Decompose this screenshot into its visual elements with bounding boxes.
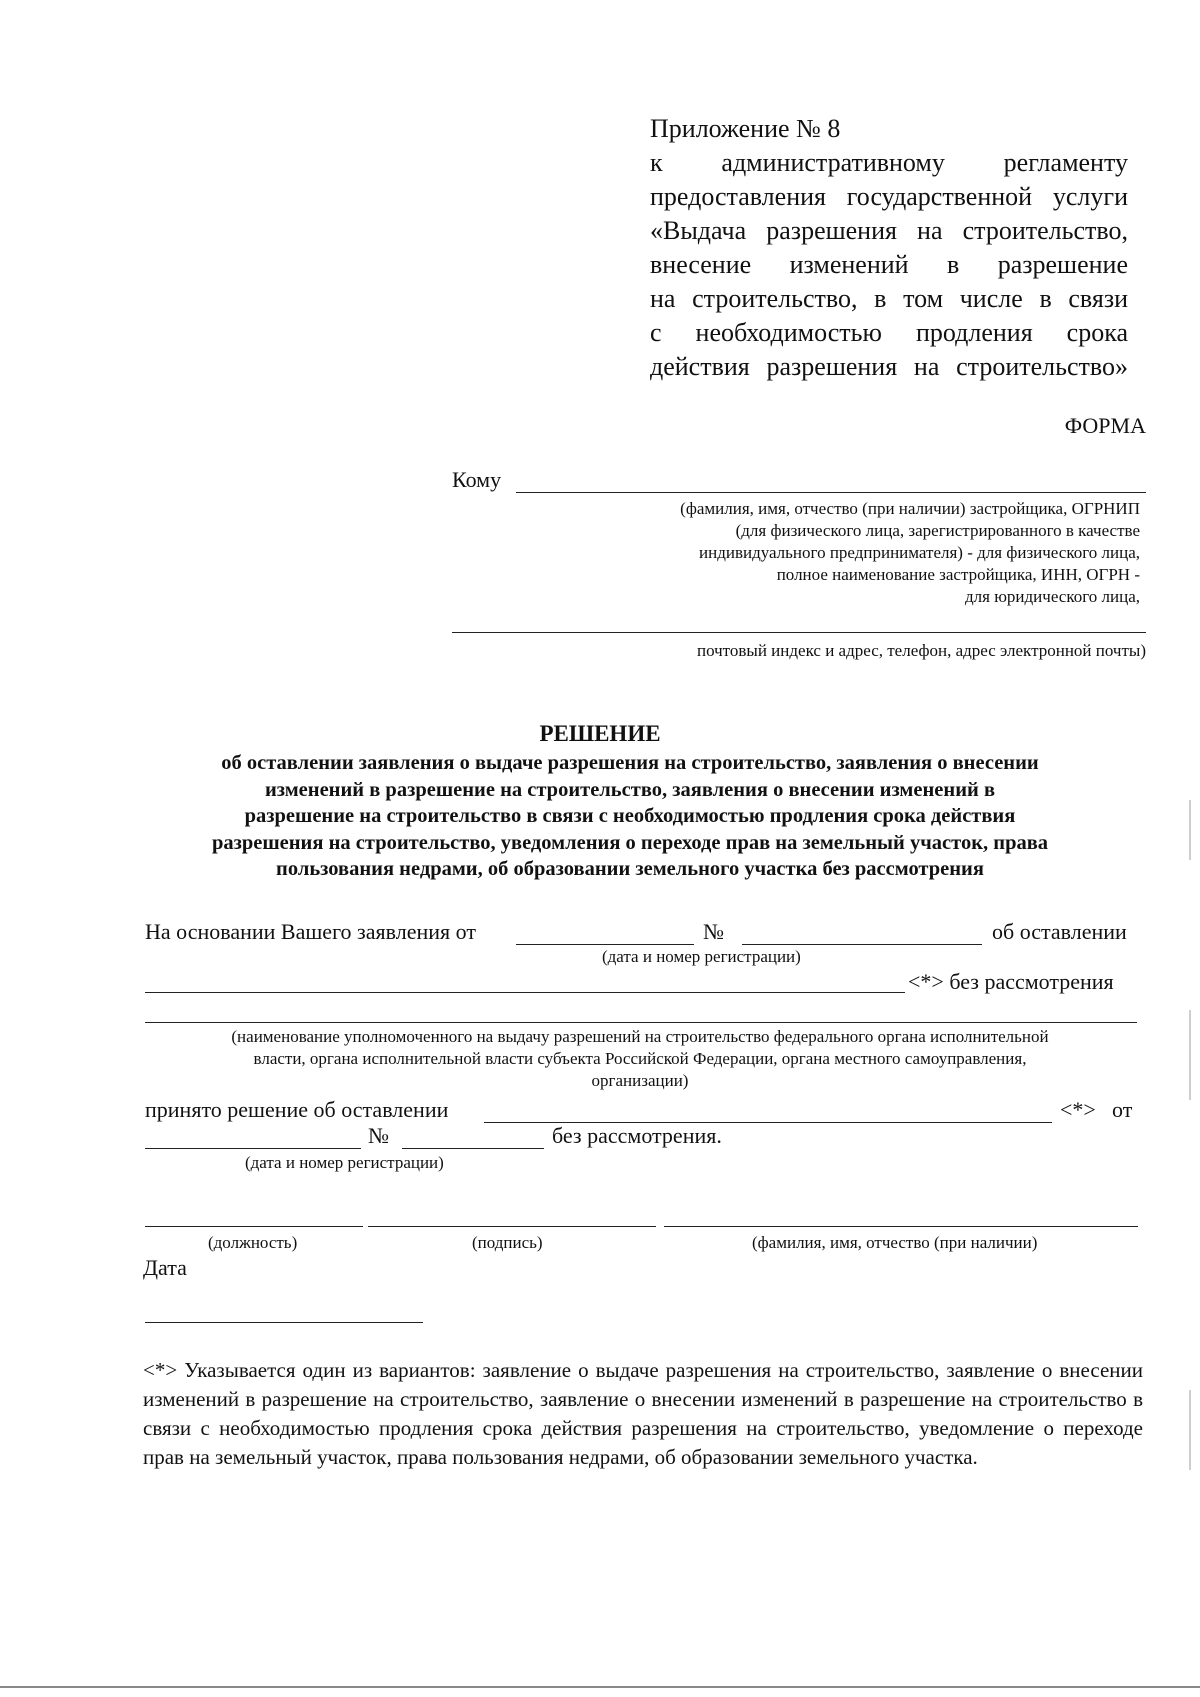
- recipient-field[interactable]: [516, 492, 1146, 493]
- leave-word: об оставлении: [992, 919, 1127, 944]
- decision-taken-text: принято решение об оставлении: [145, 1097, 449, 1122]
- form-label: ФОРМА: [1064, 413, 1146, 438]
- address-field[interactable]: [452, 632, 1146, 633]
- scan-edge-mark: [1189, 800, 1191, 860]
- position-hint: (должность): [208, 1233, 298, 1252]
- signature-hint: (подпись): [472, 1233, 543, 1252]
- date-field[interactable]: [145, 1322, 423, 1323]
- to-label: Кому: [452, 467, 502, 492]
- full-name-field[interactable]: [664, 1226, 1138, 1227]
- appendix-line-3: «Выдача разрешения на строительство,: [650, 216, 1128, 245]
- asterisk-mark: <*>: [1060, 1097, 1096, 1122]
- appendix-line-5: на строительство, в том числе в связи: [650, 284, 1128, 313]
- decision-number-field[interactable]: [402, 1148, 544, 1149]
- authority-hint-line: организации): [591, 1071, 689, 1090]
- decision-date-field[interactable]: [145, 1148, 361, 1149]
- footnote: <*> Указывается один из вариантов: заявление о выдаче разрешения на строительство, заявление о внесении изменений в разрешение на строительство, заявление о внесении изменений в разрешение на строительство в связи с необходимостью продления срока действия разрешения на строительство, уведомление о переходе прав на земельный участок, права пользования недрами, об образовании земельного участка.: [143, 1358, 1143, 1469]
- appendix-title: Приложение № 8: [650, 114, 841, 143]
- decision-subtitle: [120, 750, 1140, 883]
- date-label: Дата: [143, 1255, 187, 1280]
- appendix-line-4: внесение изменений в разрешение: [650, 250, 1128, 279]
- authority-hint: [140, 1026, 1140, 1092]
- appendix-block: [650, 112, 1128, 384]
- appendix-line-6: с необходимостью продления срока: [650, 318, 1128, 347]
- authority-hint-line: власти, органа исполнительной власти субъекта Российской Федерации, органа местного самоуправления,: [253, 1049, 1027, 1068]
- basis-text: На основании Вашего заявления от: [145, 919, 476, 944]
- scan-edge-mark: [1189, 1010, 1191, 1100]
- registration-hint-2: (дата и номер регистрации): [245, 1153, 444, 1172]
- decision-title: РЕШЕНИЕ: [539, 721, 661, 746]
- address-hint: почтовый индекс и адрес, телефон, адрес электронной почты): [696, 641, 1146, 660]
- number-sign-2: №: [368, 1123, 389, 1148]
- application-number-field[interactable]: [742, 944, 982, 945]
- scan-edge-mark: [1189, 1390, 1191, 1470]
- full-name-hint: (фамилия, имя, отчество (при наличии): [752, 1233, 1038, 1252]
- appendix-line-1: к административному регламенту: [650, 148, 1128, 177]
- without-review-text: без рассмотрения.: [552, 1123, 722, 1148]
- authority-hint-line: (наименование уполномоченного на выдачу разрешений на строительство федерального органа исполнительной: [231, 1027, 1049, 1046]
- decision-subtitle-line: разрешение на строительство в связи с необходимостью продления срока действия: [244, 805, 1016, 827]
- from-word: от: [1112, 1097, 1133, 1122]
- authority-field[interactable]: [145, 1022, 1137, 1023]
- application-type-field[interactable]: [145, 992, 905, 993]
- without-review-label: <*> без рассмотрения: [908, 969, 1114, 994]
- number-sign: №: [703, 919, 724, 944]
- application-date-field[interactable]: [516, 944, 694, 945]
- recipient-hint-line: (для физического лица, зарегистрированного в качестве: [735, 521, 1140, 540]
- decision-subtitle-line: разрешения на строительство, уведомления о переходе прав на земельный участок, права: [211, 831, 1049, 854]
- registration-hint: (дата и номер регистрации): [602, 947, 801, 966]
- recipient-hint-line: (фамилия, имя, отчество (при наличии) застройщика, ОГРНИП: [680, 499, 1140, 518]
- signature-field[interactable]: [368, 1226, 656, 1227]
- appendix-line-2: предоставления государственной услуги: [650, 182, 1128, 211]
- recipient-hint-line: полное наименование застройщика, ИНН, ОГРН -: [776, 565, 1140, 584]
- recipient-hint-line: для юридического лица,: [965, 587, 1140, 606]
- position-field[interactable]: [145, 1226, 363, 1227]
- recipient-hint: [560, 498, 1140, 608]
- scan-bottom-rule: [0, 1686, 1200, 1688]
- appendix-line-7: действия разрешения на строительство»: [650, 352, 1128, 381]
- decision-subtitle-line: изменений в разрешение на строительство, заявления о внесении изменений в: [264, 778, 996, 801]
- decision-subtitle-line: об оставлении заявления о выдаче разрешения на строительство, заявления о внесении: [221, 752, 1039, 774]
- decision-subtitle-line: пользования недрами, об образовании земельного участка без рассмотрения: [276, 858, 984, 880]
- recipient-hint-line: индивидуального предпринимателя) - для физического лица,: [699, 543, 1140, 562]
